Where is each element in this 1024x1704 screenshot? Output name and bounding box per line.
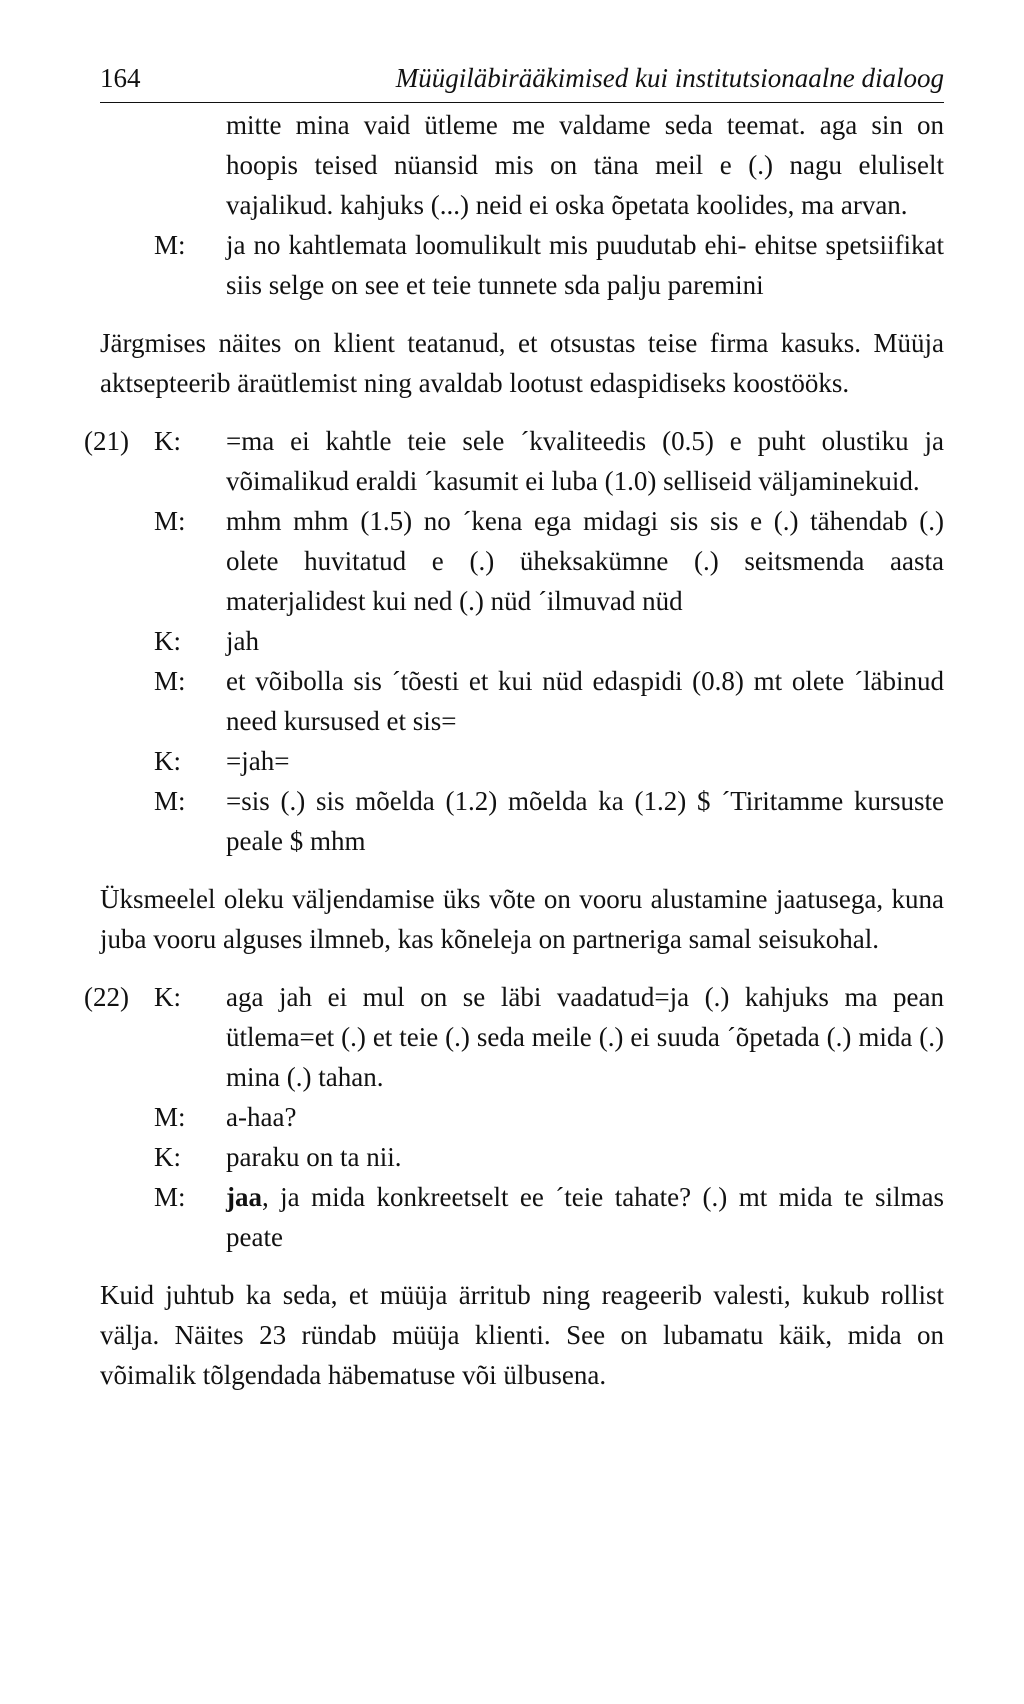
transcript-turn (100, 661, 944, 741)
transcript-turn (100, 421, 944, 501)
utterance-text: =jah= (226, 746, 290, 776)
transcript-turn (100, 1177, 944, 1257)
example-21 (84, 421, 944, 861)
transcript-turn (100, 621, 944, 661)
speaker-label: M: (154, 1102, 186, 1132)
transcript-turn (100, 781, 944, 861)
speaker-label: M: (154, 666, 186, 696)
speaker-label: K: (154, 1142, 181, 1172)
speaker-label: M: (154, 506, 186, 536)
speaker-label: K: (154, 746, 181, 776)
transcript-turn (100, 977, 944, 1097)
speaker-label: K: (154, 426, 181, 456)
speaker-label (100, 105, 226, 225)
utterance-text: mhm mhm (1.5) no ´kena ega midagi sis sis e (.) tähendab (.) olete huvitatud e (.) üheksakümne (.) seitsmenda aasta materjalidest kui ned (.) nüd ´ilmuvad nüd (226, 506, 944, 616)
transcript-turn (100, 225, 944, 305)
speaker-label: M: (154, 230, 186, 260)
speaker-label: K: (154, 982, 181, 1012)
utterance-text: =ma ei kahtle teie sele ´kvaliteedis (0.5) e puht olustiku ja võimalikud eraldi ´kasumit ei luba (1.0) selliseid väljaminekuid. (226, 426, 944, 496)
transcript-turn (100, 501, 944, 621)
page-number: 164 (100, 63, 141, 93)
transcript-turn (100, 1137, 944, 1177)
transcript-continuation (100, 105, 944, 305)
book-page (84, 58, 944, 1395)
emphasized-word: jaa (226, 1182, 262, 1212)
utterance-text: jah (226, 626, 259, 656)
example-22 (84, 977, 944, 1257)
speaker-label: M: (154, 1182, 186, 1212)
page-header (100, 58, 944, 103)
example-number: (22) (84, 982, 129, 1012)
transcript-turn (100, 741, 944, 781)
utterance-text: et võibolla sis ´tõesti et kui nüd edaspidi (0.8) mt olete ´läbinud need kursused et sis= (226, 666, 944, 736)
running-title: Müügiläbirääkimised kui institutsionaalne dialoog (395, 63, 944, 93)
speaker-label: K: (154, 626, 181, 656)
body-paragraph: Järgmises näites on klient teatanud, et otsustas teise firma kasuks. Müüja aktsepteerib äraütlemist ning avaldab lootust edaspidiseks koostööks. (100, 328, 944, 398)
transcript-turn (100, 105, 944, 225)
utterance-rest: , ja mida konkreetselt ee ´teie tahate? (.) mt mida te silmas peate (226, 1182, 944, 1252)
body-paragraph: Kuid juhtub ka seda, et müüja ärritub ning reageerib valesti, kukub rollist välja. Näites 23 ründab müüja klienti. See on lubamatu käik, mida on võimalik tõlgendada häbematuse või ülbusena. (100, 1280, 944, 1390)
utterance-text: =sis (.) sis mõelda (1.2) mõelda ka (1.2) $ ´Tiritamme kursuste peale $ mhm (226, 786, 944, 856)
transcript-turn (100, 1097, 944, 1137)
body-paragraph: Üksmeelel oleku väljendamise üks võte on vooru alustamine jaatusega, kuna juba vooru alguses ilmneb, kas kõneleja on partneriga samal seisukohal. (100, 884, 944, 954)
utterance-text (226, 1177, 944, 1257)
utterance-text: ja no kahtlemata loomulikult mis puudutab ehi- ehitse spetsiifikat siis selge on see et teie tunnete sda palju paremini (226, 230, 944, 300)
example-number: (21) (84, 426, 129, 456)
utterance-text: paraku on ta nii. (226, 1142, 402, 1172)
utterance-text: mitte mina vaid ütleme me valdame seda teemat. aga sin on hoopis teised nüansid mis on täna meil e (.) nagu eluliselt vajalikud. kahjuks (...) neid ei oska õpetata koolides, ma arvan. (226, 110, 944, 220)
utterance-text: aga jah ei mul on se läbi vaadatud=ja (.) kahjuks ma pean ütlema=et (.) et teie (.) seda meile (.) ei suuda ´õpetada (.) mida (.) mina (.) tahan. (226, 982, 944, 1092)
speaker-label: M: (154, 786, 186, 816)
utterance-text: a-haa? (226, 1102, 297, 1132)
